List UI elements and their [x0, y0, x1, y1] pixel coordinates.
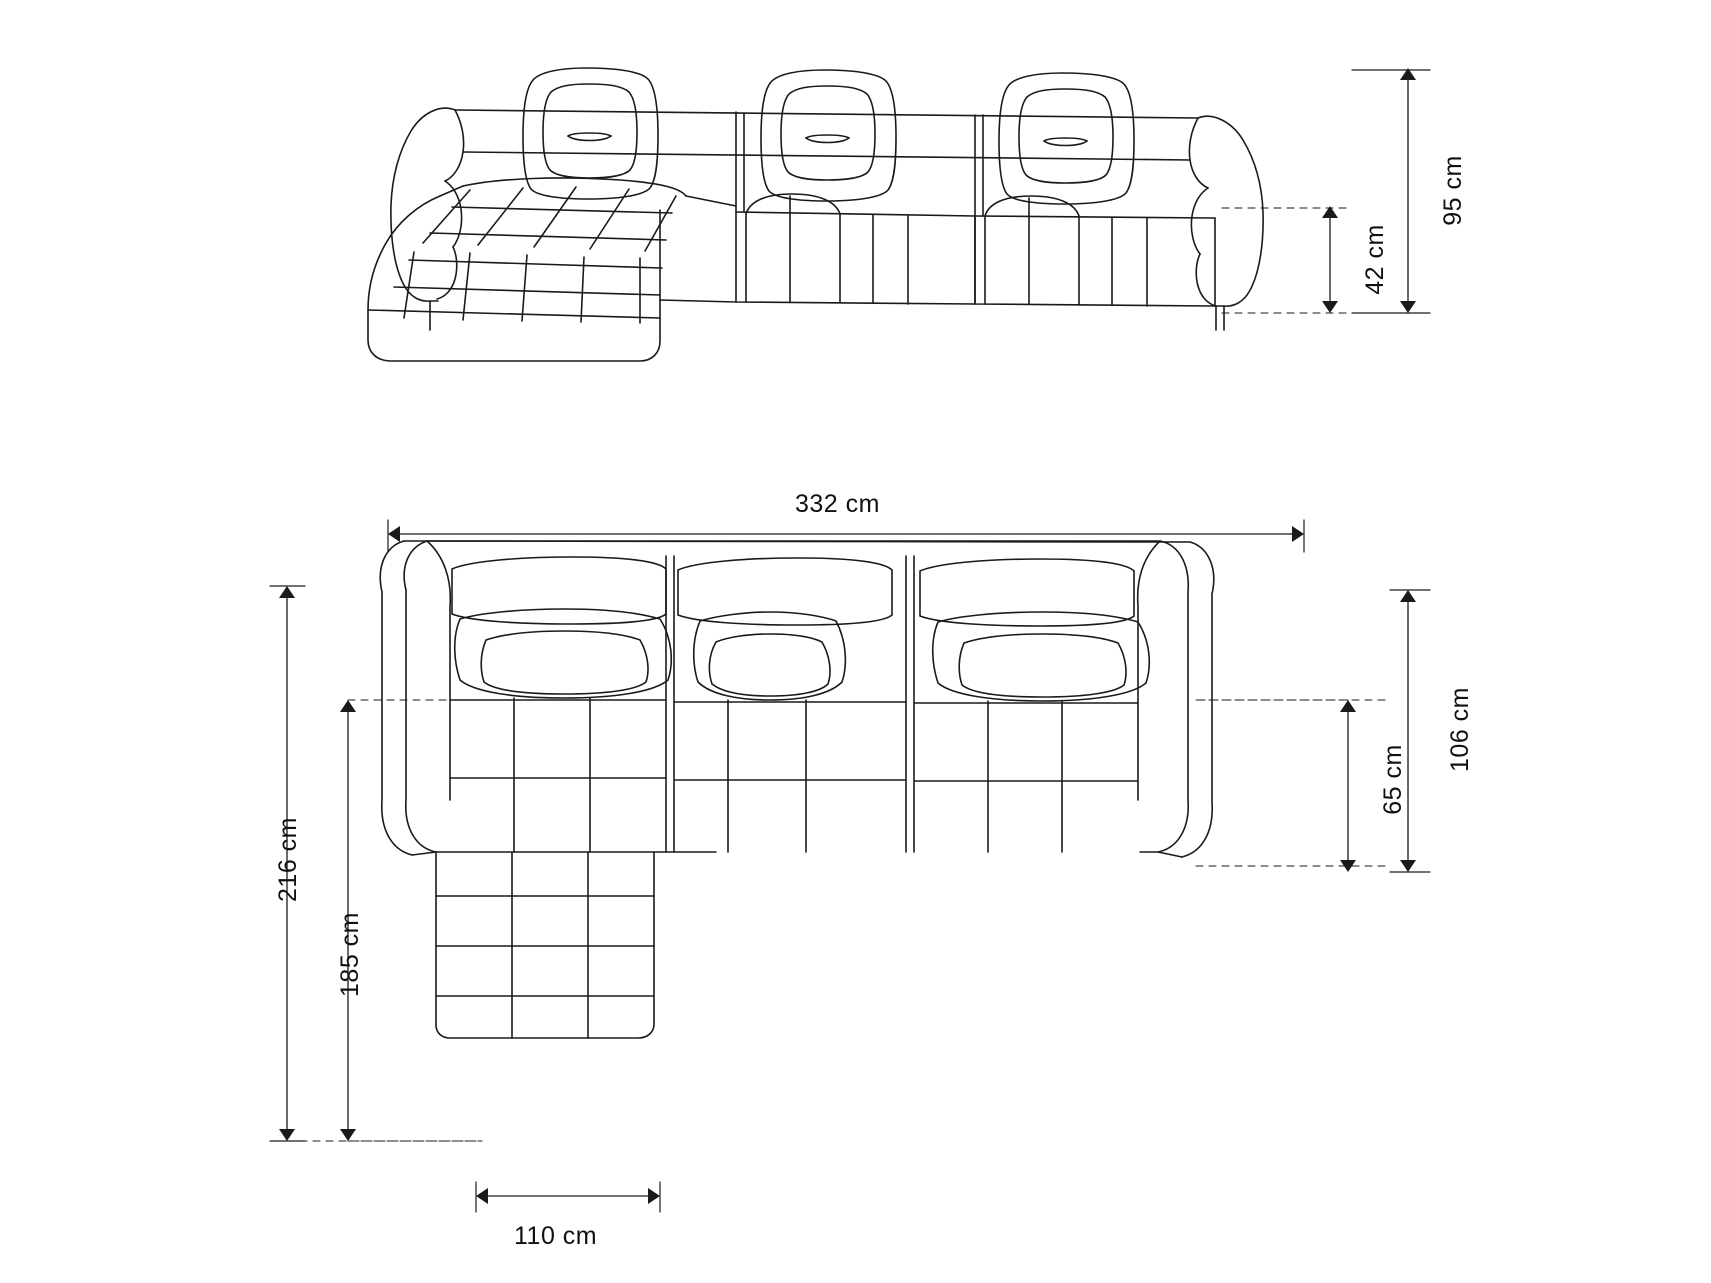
dimension-label-module-depth: 106 cm [1445, 687, 1474, 772]
dimension-label-depth-chaise: 185 cm [335, 912, 364, 997]
front-elevation-group [368, 68, 1430, 361]
dimension-label-seat-height: 42 cm [1360, 224, 1389, 295]
dimension-label-chaise-width: 110 cm [514, 1222, 598, 1250]
top-plan-group [270, 520, 1430, 1212]
dimension-label-depth-total: 216 cm [273, 817, 302, 902]
dimension-label-seat-depth: 65 cm [1378, 744, 1407, 815]
dimension-label-width-total: 332 cm [795, 490, 880, 518]
dimension-label-height-total: 95 cm [1438, 155, 1467, 226]
